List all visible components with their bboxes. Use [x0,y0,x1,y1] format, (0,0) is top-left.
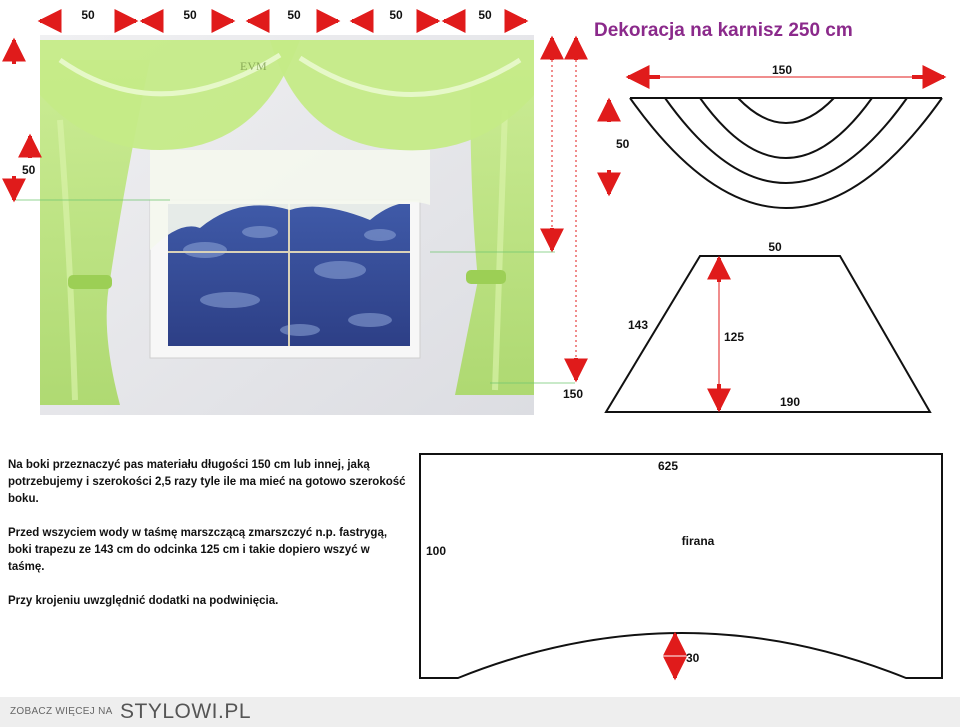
page-title: Dekoracja na karnisz 250 cm [594,20,853,41]
top-dim-2: 50 [183,8,197,22]
trapezoid-bottom: 190 [780,395,801,409]
left-dim: 50 [22,163,36,177]
curtain-photo [40,35,534,415]
panel-width: 625 [657,459,679,473]
semicircle-height: 50 [616,137,630,151]
photo-watermark: EVM [240,59,267,73]
panel-arc: 30 [686,651,700,665]
instructions [8,457,408,627]
panel-label: firana [681,534,715,548]
trapezoid-pattern [606,256,930,412]
top-dim-5: 50 [478,8,492,22]
semicircle-pattern [630,98,942,208]
trapezoid-top: 50 [768,240,782,254]
panel-height: 100 [426,544,447,558]
right-dim: 150 [563,387,584,401]
footer-prefix: ZOBACZ WIĘCEJ NA [10,706,113,717]
footer-bar [0,697,960,727]
note-1: Na boki przeznaczyć pas materiału długości 150 cm lub innej, jaką potrzebujemy i szerokości 2,5 razy tyle ile ma mieć na gotowo szerokość boku. [8,459,406,505]
footer-brand-link[interactable]: STYLOWI.PL [120,700,252,723]
top-dim-4: 50 [389,8,403,22]
right-dimension-arrows [552,38,576,380]
trapezoid-side: 143 [628,318,649,332]
note-3: Przy krojeniu uwzględnić dodatki na podwinięcia. [8,595,279,607]
curtain-panel-pattern [420,454,942,678]
top-dim-3: 50 [287,8,301,22]
trapezoid-height: 125 [724,330,745,344]
semicircle-width: 150 [771,63,793,77]
note-2: Przed wszyciem wody w taśmę marszczącą zmarszczyć n.p. fastrygą, boki trapezu ze 143 cm do odcinka 125 cm i takie dopiero wszyć w taśmę. [8,527,388,573]
top-dim-1: 50 [81,8,95,22]
